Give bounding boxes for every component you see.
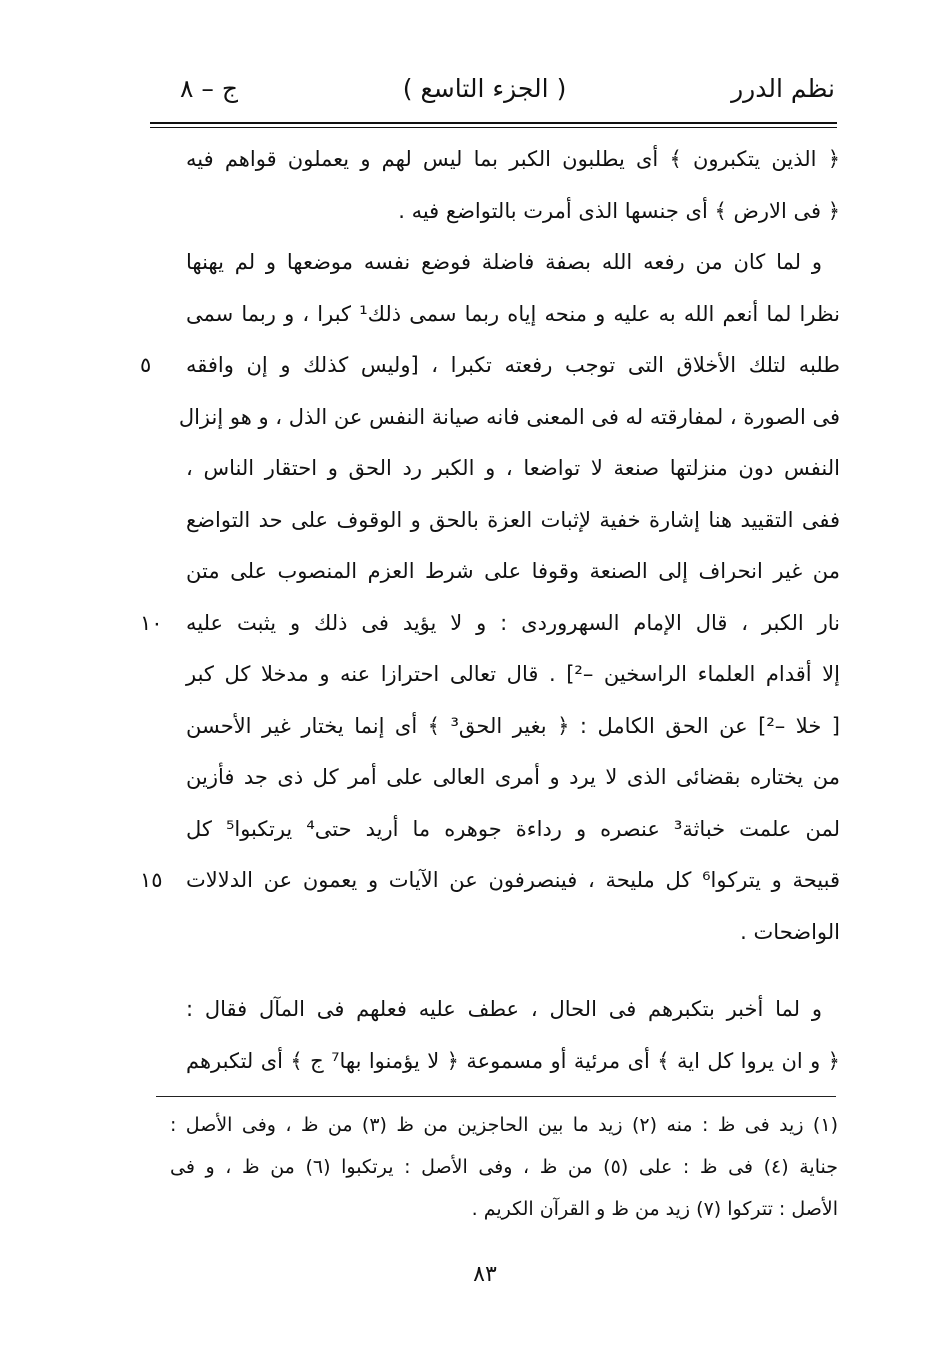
header-rule-thick	[150, 122, 837, 124]
main-text-block	[140, 134, 840, 958]
book-title: نظم الدرر	[731, 73, 835, 103]
text-line: فى الصورة ، لمفارقته له فى المعنى فانه صيانة النفس عن الذل ، و هو إنزال	[178, 404, 840, 429]
footnote-line: جناية (٤) فى ظ : على (٥) من ظ ، وفى الأصل : يرتكبوا (٦) من ظ ، و فى	[170, 1156, 838, 1178]
text-line: الواضحات .	[740, 919, 840, 944]
page-number: ٨٣	[473, 1262, 497, 1287]
footnote-line: الأصل : تتركوا (٧) زيد من ظ و القرآن الكريم .	[471, 1198, 838, 1220]
text-line: النفس دون منزلتها صنعة لا تواضعا ، و الكبر رد الحق و احتقار الناس ،	[186, 456, 840, 480]
page-header	[180, 68, 835, 108]
text-line: ففى التقييد هنا إشارة خفية لإثبات العزة بالحق و الوقوف على حد التواضع	[186, 507, 840, 532]
header-rule-thin	[150, 127, 837, 128]
text-line: ﴿ و ان يروا كل اية ﴾ أى مرئية أو مسموعة ﴿ لا يؤمنوا بها⁷ ج ﴾ أى لتكبرهم	[186, 1048, 840, 1073]
text-line: ﴿ فى الارض ﴾ أى جنسها الذى أمرت بالتواضع فيه .	[398, 198, 840, 223]
text-line: نظرا لما أنعم الله به عليه و منحه إياه ربما سمى ذلك¹ كبرا ، و ربما سمى	[186, 301, 840, 326]
text-line: من غير انحراف إلى الصنعة وقوفا على شرط العزم المنصوب على متن	[186, 559, 840, 583]
line-number: ٥	[140, 353, 152, 377]
part-title: ( الجزء التاسع )	[402, 73, 567, 103]
line-number: ١٥	[140, 868, 163, 892]
text-line: قبيحة و يتركوا⁶ كل مليحة ، فينصرفون عن الآيات و يعمون عن الدلالات ١٥	[140, 855, 840, 907]
text-line: من يختاره بقضائى الذى لا يرد و أمرى العالى على أمر كل ذى جد فأزين	[186, 765, 840, 789]
footnote-rule	[156, 1096, 836, 1097]
text-line: [ خلا –²] عن الحق الكامل : ﴿ بغير الحق³ ﴾ أى إنما يختار غير الأحسن	[186, 713, 840, 738]
text-line: طلبه لتلك الأخلاق التى توجب رفعته تكبرا ، [وليس كذلك و إن وافقه ٥	[140, 340, 840, 392]
text-line: ﴿ الذين يتكبرون ﴾ أى يطلبون الكبر بما ليس لهم و يعملون قواهم فيه	[186, 147, 840, 171]
text-line: و لما كان من رفعه الله بصفة فاضلة فوضع نفسه موضعها و لم يهنها	[186, 250, 822, 274]
main-text-block-2	[140, 984, 840, 1087]
volume-label: ج – ٨	[180, 73, 238, 103]
text-line: نار الكبر ، قال الإمام السهروردى : و لا يؤيد فى ذلك و يثبت عليه ١٠	[140, 598, 840, 650]
line-number: ١٠	[140, 610, 163, 635]
text-line: إلا أقدام العلماء الراسخين –²] . قال تعالى احترازا عنه و مدخلا كل كبر	[186, 662, 840, 686]
text-line: لمن علمت خباثة³ عنصره و رداءة جوهره ما أريد حتى⁴ يرتكبوا⁵ كل	[186, 816, 840, 841]
footnotes-block	[170, 1104, 838, 1230]
footnote-line: (١) زيد فى ظ : منه (٢) زيد ما بين الحاجزين من ظ (٣) من ظ ، وفى الأصل :	[170, 1114, 838, 1136]
text-line: و لما أخبر بتكبرهم فى الحال ، عطف عليه فعلهم فى المآل فقال :	[186, 997, 822, 1021]
